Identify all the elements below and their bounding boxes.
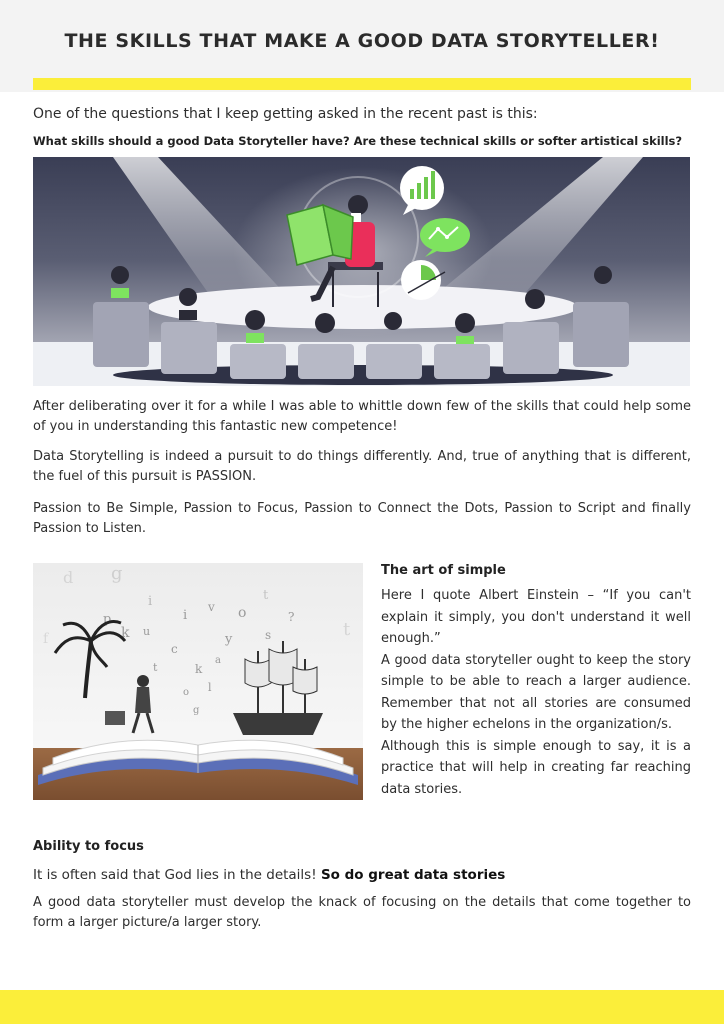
svg-text:?: ?: [288, 610, 295, 624]
svg-text:l: l: [208, 681, 212, 694]
paragraph-passion: Data Storytelling is indeed a pursuit to do things differently. And, true of anything that is different, the fuel of this pursuit is PASSION.: [33, 449, 691, 484]
svg-text:f: f: [43, 631, 49, 647]
svg-text:d: d: [63, 568, 74, 587]
open-book-illustration: [33, 563, 363, 800]
svg-text:c: c: [171, 642, 178, 656]
svg-text:t: t: [263, 588, 269, 603]
simple-paragraph-1: A good data storyteller ought to keep the story simple to be able to reach a larger audience. Remember that not all stories are consumed by the higher echelons in the organization/s.: [381, 652, 691, 732]
page-title: THE SKILLS THAT MAKE A GOOD DATA STORYTELLER!: [64, 30, 660, 52]
title-underline-bar: [33, 78, 691, 90]
intro-line: One of the questions that I keep getting asked in the recent past is this:: [33, 106, 538, 122]
svg-text:y: y: [225, 632, 233, 647]
footer-band: [0, 990, 724, 1024]
focus-tagline: [33, 865, 693, 885]
svg-text:g: g: [111, 563, 123, 584]
paragraph-passion-list: Passion to Be Simple, Passion to Focus, Passion to Connect the Dots, Passion to Script and finally Passion to Listen.: [33, 501, 691, 536]
section-heading-simple: The art of simple: [381, 563, 506, 578]
svg-text:u: u: [143, 625, 151, 638]
svg-text:i: i: [148, 594, 153, 609]
svg-text:i: i: [183, 608, 188, 623]
focus-tagline-bold: So do great data stories: [320, 867, 506, 883]
simple-paragraph-2: Although this is simple enough to say, it is a practice that will help in creating far reaching data stories.: [381, 738, 691, 797]
svg-text:s: s: [265, 628, 272, 642]
section-body-simple: [381, 585, 691, 800]
svg-text:t: t: [343, 619, 351, 640]
svg-text:t: t: [153, 661, 158, 674]
intro-question: What skills should a good Data Storyteller have? Are these technical skills or softer artistical skills?: [33, 134, 683, 148]
svg-text:a: a: [215, 655, 221, 666]
svg-text:o: o: [238, 605, 247, 621]
svg-text:v: v: [208, 600, 215, 614]
svg-text:o: o: [183, 687, 190, 698]
storyteller-stage-illustration: [33, 157, 690, 386]
svg-text:k: k: [121, 625, 130, 641]
focus-tagline-text: It is often said that God lies in the details!: [33, 867, 317, 883]
paragraph-skills-intro: After deliberating over it for a while I was able to whittle down few of the skills that could help some of you in understanding this fantastic new competence!: [33, 399, 691, 434]
section-heading-focus: Ability to focus: [33, 839, 144, 854]
green-book: [287, 205, 353, 265]
einstein-quote: Here I quote Albert Einstein – “If you can't explain it simply, you don't understand it well enough.”: [381, 588, 691, 646]
svg-text:k: k: [195, 662, 203, 676]
focus-paragraph: A good data storyteller must develop the knack of focusing on the details that come together to form a larger picture/a larger story.: [33, 895, 691, 930]
svg-text:p: p: [103, 612, 112, 627]
svg-text:g: g: [193, 705, 200, 716]
